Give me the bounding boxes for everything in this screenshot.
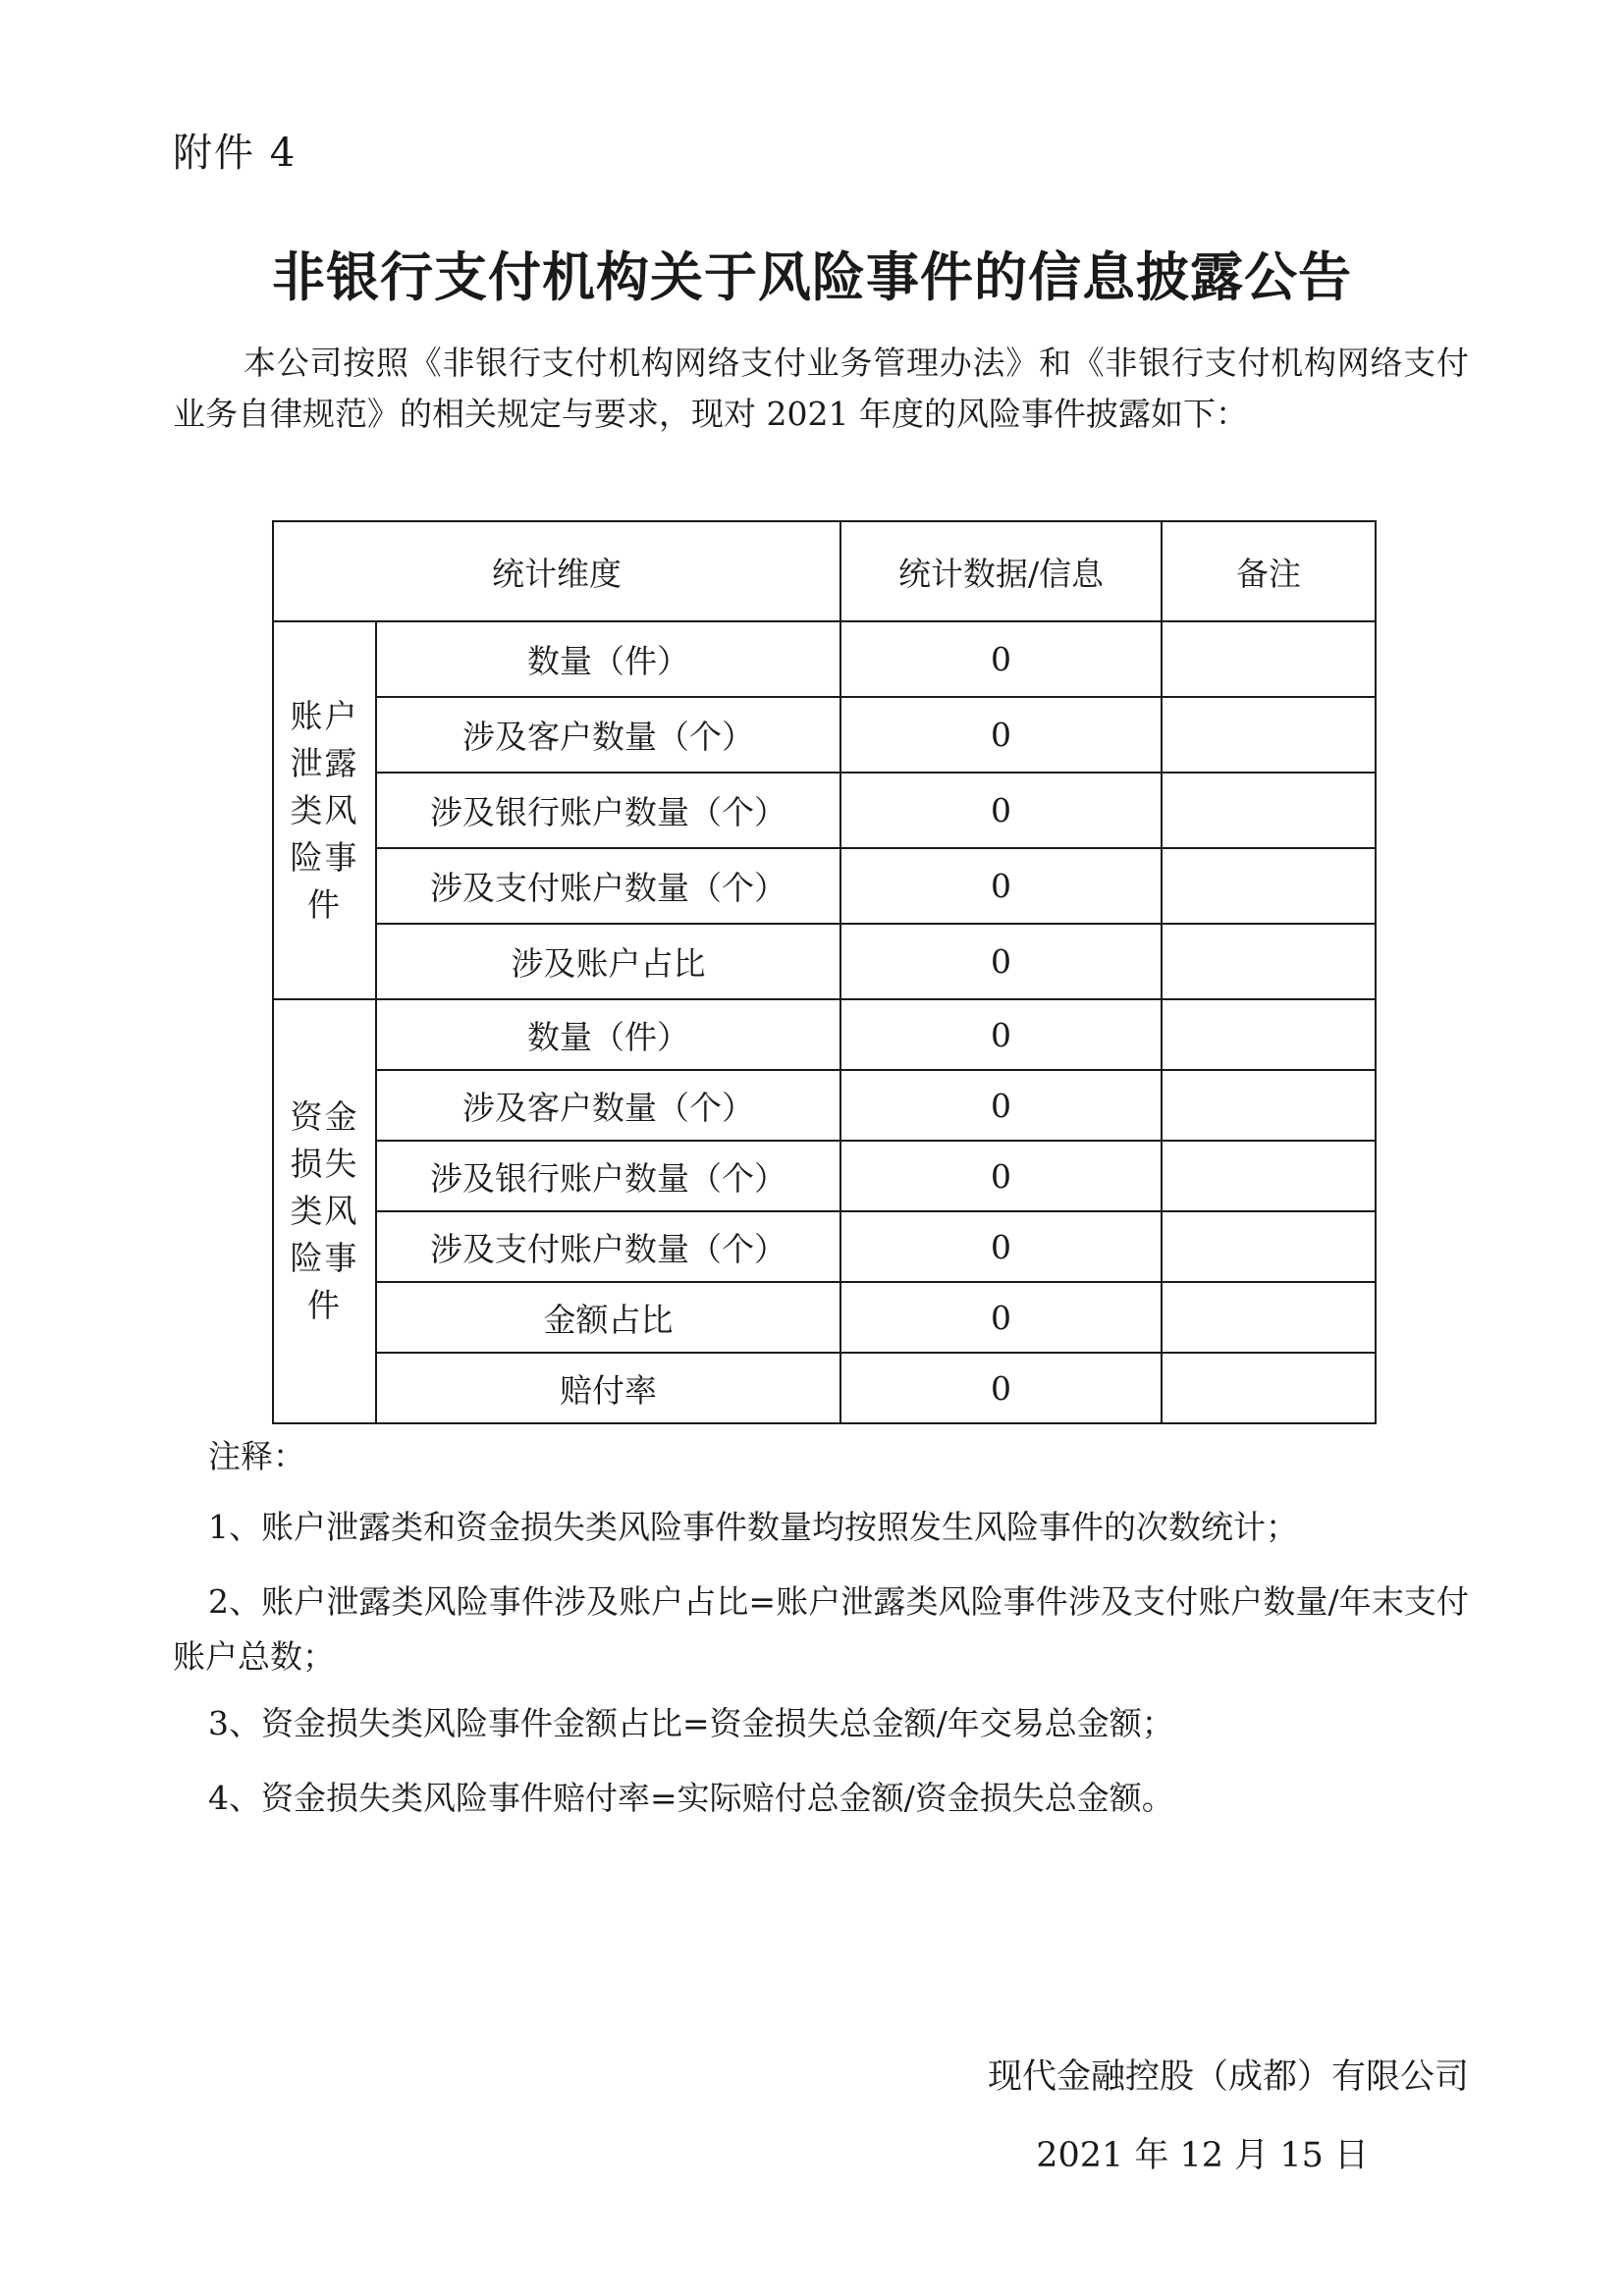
header-dimension: 统计维度 [273, 521, 840, 621]
note-item-3: 3、资金损失类风险事件金额占比=资金损失总金额/年交易总金额； [208, 1704, 1174, 1742]
value-cell: 0 [840, 999, 1162, 1070]
value-cell: 0 [840, 1211, 1162, 1282]
category-cell [273, 999, 376, 1423]
note-item-2: 2、账户泄露类风险事件涉及账户占比=账户泄露类风险事件涉及支付账户数量/年末支付账户总数； [173, 1582, 1469, 1676]
table-row [273, 773, 1376, 848]
item-cell: 数量（件） [376, 999, 840, 1070]
value-cell: 0 [840, 1353, 1162, 1423]
header-data: 统计数据/信息 [840, 521, 1162, 621]
item-cell: 金额占比 [376, 1282, 840, 1353]
table-row [273, 1282, 1376, 1353]
value-cell: 0 [840, 1282, 1162, 1353]
value-cell: 0 [840, 773, 1162, 848]
page-title: 非银行支付机构关于风险事件的信息披露公告 [272, 246, 1352, 308]
intro-paragraph: 本公司按照《非银行支付机构网络支付业务管理办法》和《非银行支付机构网络支付业务自律规范》的相关规定与要求，现对 2021 年度的风险事件披露如下： [173, 344, 1469, 433]
category-label: 资金损失类风险事件 [290, 1097, 359, 1324]
table-row [273, 999, 1376, 1070]
remark-cell [1162, 1211, 1376, 1282]
header-remarks: 备注 [1162, 521, 1376, 621]
remark-cell [1162, 924, 1376, 999]
note-item-4: 4、资金损失类风险事件赔付率=实际赔付总金额/资金损失总金额。 [208, 1779, 1174, 1817]
remark-cell [1162, 999, 1376, 1070]
table-row [273, 621, 1376, 697]
note-item-1: 1、账户泄露类和资金损失类风险事件数量均按照发生风险事件的次数统计； [208, 1508, 1298, 1546]
item-cell: 数量（件） [376, 621, 840, 697]
category-cell [273, 621, 376, 999]
signature-date: 2021 年 12 月 15 日 [1036, 2136, 1369, 2175]
table-row [273, 848, 1376, 924]
remark-cell [1162, 1070, 1376, 1141]
table-row [273, 1211, 1376, 1282]
item-cell: 涉及账户占比 [376, 924, 840, 999]
remark-cell [1162, 1353, 1376, 1423]
table-header-row [273, 521, 1376, 621]
value-cell: 0 [840, 697, 1162, 773]
category-label: 账户泄露类风险事件 [290, 696, 359, 924]
value-cell: 0 [840, 1070, 1162, 1141]
value-cell: 0 [840, 1141, 1162, 1211]
table-row [273, 1353, 1376, 1423]
remark-cell [1162, 621, 1376, 697]
item-cell: 赔付率 [376, 1353, 840, 1423]
table-row [273, 697, 1376, 773]
table-row [273, 1070, 1376, 1141]
remark-cell [1162, 1141, 1376, 1211]
remark-cell [1162, 1282, 1376, 1353]
value-cell: 0 [840, 848, 1162, 924]
item-cell: 涉及支付账户数量（个） [376, 1211, 840, 1282]
value-cell: 0 [840, 621, 1162, 697]
attachment-label: 附件 4 [173, 131, 298, 176]
item-cell: 涉及银行账户数量（个） [376, 773, 840, 848]
remark-cell [1162, 773, 1376, 848]
item-cell: 涉及银行账户数量（个） [376, 1141, 840, 1211]
risk-events-table [272, 520, 1377, 1424]
signature-organization: 现代金融控股（成都）有限公司 [987, 2057, 1469, 2097]
notes-label: 注释： [208, 1437, 305, 1475]
remark-cell [1162, 848, 1376, 924]
value-cell: 0 [840, 924, 1162, 999]
remark-cell [1162, 697, 1376, 773]
table-row [273, 924, 1376, 999]
item-cell: 涉及支付账户数量（个） [376, 848, 840, 924]
item-cell: 涉及客户数量（个） [376, 697, 840, 773]
table-row [273, 1141, 1376, 1211]
item-cell: 涉及客户数量（个） [376, 1070, 840, 1141]
